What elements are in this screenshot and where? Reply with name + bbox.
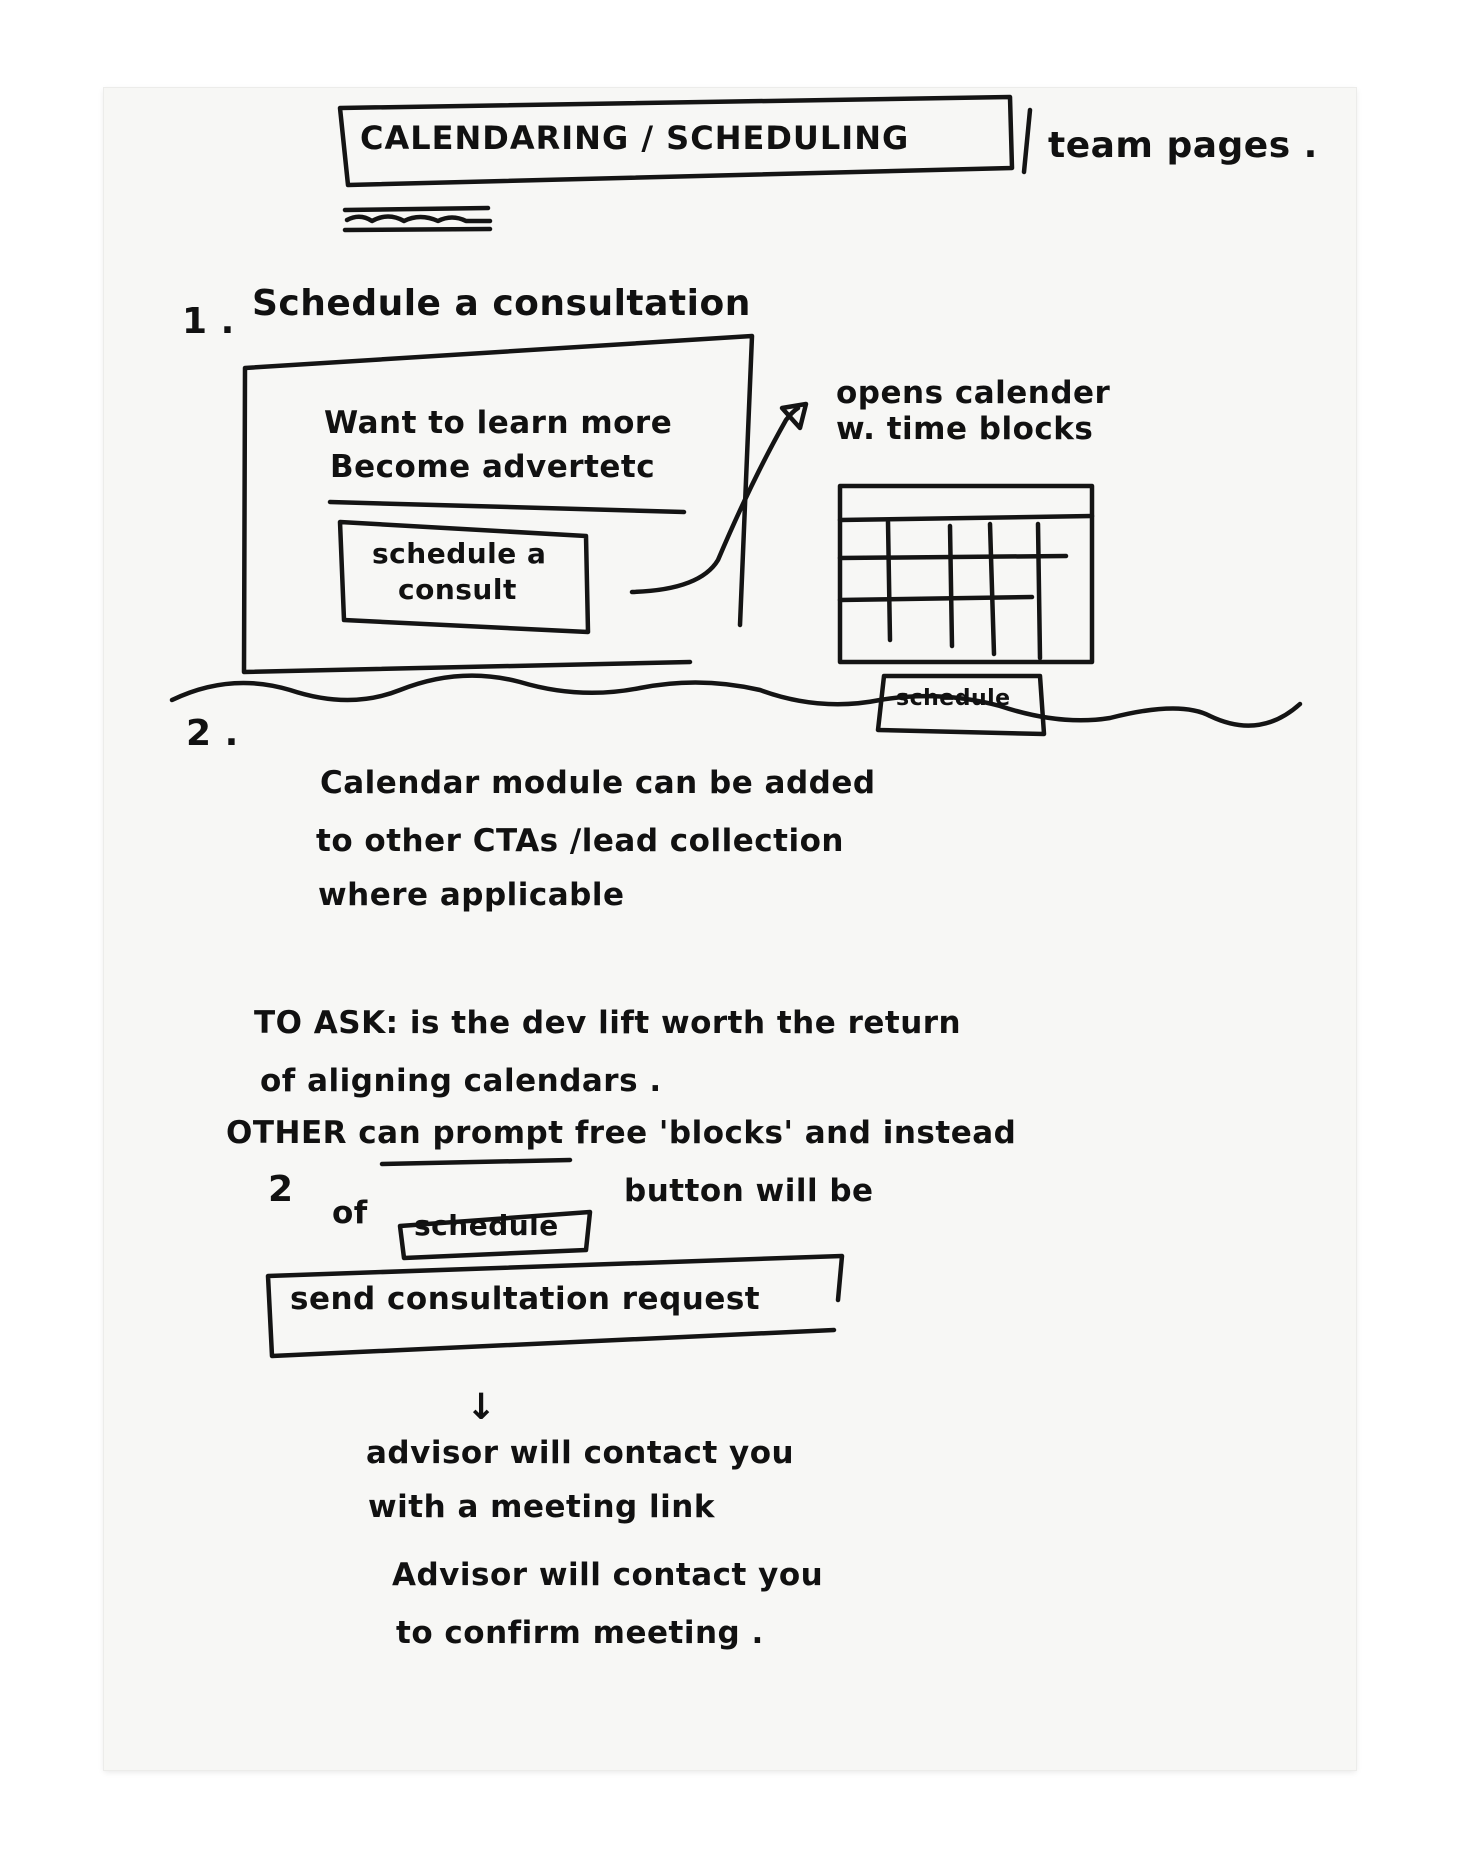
calendar-note-line-1: opens calender xyxy=(836,375,1111,411)
calendar-note-line-2: w. time blocks xyxy=(836,411,1094,447)
calendar-col-1 xyxy=(888,522,890,640)
to-ask-line-4-end: button will be xyxy=(624,1173,874,1209)
section-2-number: 2 . xyxy=(186,713,239,754)
panel-frame xyxy=(244,336,752,672)
calendar-col-3 xyxy=(990,524,994,654)
page-subtitle: team pages . xyxy=(1048,125,1318,166)
to-ask-line-1: TO ASK: is the dev lift worth the return xyxy=(254,1005,962,1041)
calendar-row-2 xyxy=(840,556,1066,558)
calendar-col-2 xyxy=(950,526,952,646)
inline-schedule-button[interactable]: schedule xyxy=(414,1209,559,1242)
calendar-grid xyxy=(840,486,1092,662)
down-arrow: ↓ xyxy=(466,1387,497,1428)
panel-heading-line-1: Want to learn more xyxy=(324,405,673,441)
section-2-line-2: to other CTAs /lead collection xyxy=(316,823,844,859)
panel-heading-line-2: Become advertetc xyxy=(330,449,656,485)
send-request-button[interactable]: send consultation request xyxy=(290,1281,761,1317)
strike-line-bottom xyxy=(345,229,490,230)
can-prompt-underline xyxy=(382,1160,570,1164)
outcome-line-2: with a meeting link xyxy=(368,1489,715,1525)
section-2-line-1: Calendar module can be added xyxy=(320,765,876,801)
cta-button-label-line-2[interactable]: consult xyxy=(398,573,517,606)
section-2-line-3: where applicable xyxy=(318,877,625,913)
outcome-line-1: advisor will contact you xyxy=(366,1435,795,1471)
outcome-line-3: Advisor will contact you xyxy=(392,1557,824,1593)
calendar-col-4 xyxy=(1038,524,1040,658)
margin-marker: 2 xyxy=(268,1169,294,1210)
section-1-number: 1 . xyxy=(182,301,235,342)
strikethrough-word xyxy=(347,217,490,222)
to-ask-line-3: OTHER can prompt free 'blocks' and instead xyxy=(226,1115,1017,1151)
section-1-title: Schedule a consultation xyxy=(252,283,751,324)
to-ask-line-2: of aligning calendars . xyxy=(260,1063,662,1099)
outcome-line-4: to confirm meeting . xyxy=(396,1615,764,1651)
header-divider xyxy=(1024,110,1030,172)
calendar-row-3 xyxy=(840,597,1032,600)
wavy-divider xyxy=(172,676,1300,726)
to-ask-line-4-start: of xyxy=(332,1195,368,1231)
strike-line-top xyxy=(345,208,488,210)
panel-underline xyxy=(330,502,684,512)
cta-button-label-line-1[interactable]: schedule a xyxy=(372,537,547,570)
calendar-schedule-button[interactable]: schedule xyxy=(896,686,1011,711)
page-title: CALENDARING / SCHEDULING xyxy=(360,119,910,157)
calendar-row-1 xyxy=(840,516,1092,520)
